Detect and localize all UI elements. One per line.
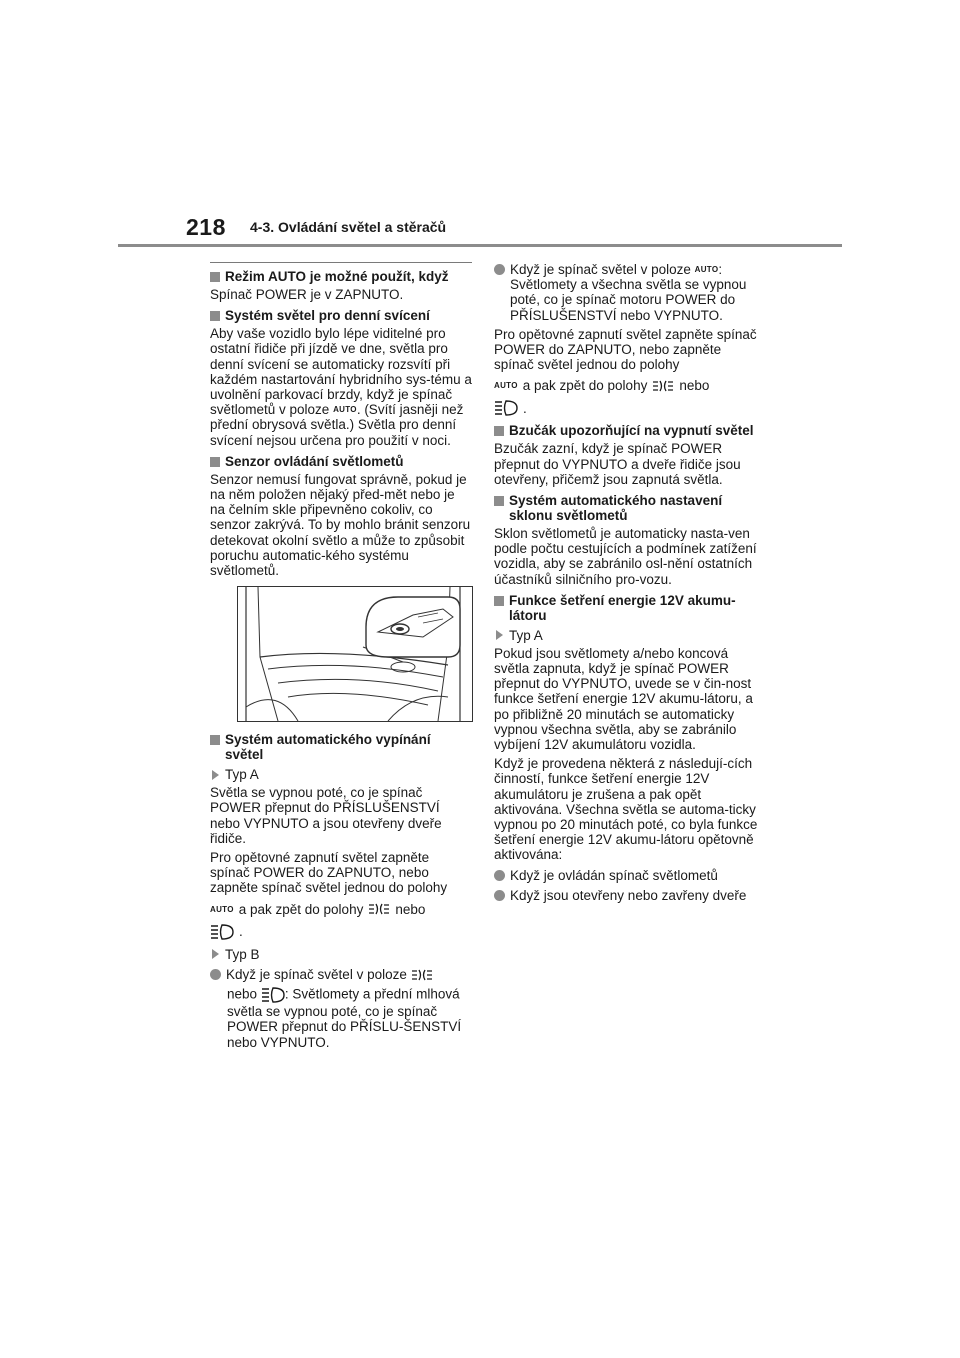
triangle-bullet-icon [212, 770, 219, 780]
headlight-icon [494, 399, 518, 417]
bullet-item: Když jsou otevřeny nebo zavřeny dveře [494, 888, 758, 903]
section-heading: Systém světel pro denní svícení [210, 308, 472, 323]
auto-icon: AUTO [494, 381, 518, 391]
page-number: 218 [186, 214, 226, 240]
triangle-bullet-icon [496, 630, 503, 640]
parking-light-icon [652, 379, 674, 393]
headlight-icon [261, 986, 285, 1004]
bullet-item: Když je ovládán spínač světlometů [494, 868, 758, 883]
switch-position-line: AUTO a pak zpět do polohy nebo [210, 901, 426, 917]
square-bullet-icon [210, 457, 220, 467]
bullet-item: Když je spínač světel v poloze [210, 967, 472, 982]
section-heading: Režim AUTO je možné použít, když [210, 269, 472, 284]
square-bullet-icon [210, 735, 220, 745]
paragraph: Pokud jsou světlomety a/nebo koncová světla zapnuta, když je spínač POWER přepnut do VYPNUTO, uvede se v čin-nost funkce šetření energie 12V akumu-látoru, a po přibližně 20 minutách se automaticky vypnou všechna světla, aby se zabránilo vybíjení 12V akumulátoru vozidla. [494, 645, 753, 753]
paragraph: Sklon světlometů je automaticky nasta-ven podle počtu cestujících a podmínek zatížení vozidla, aby se zabránilo osl-nění ostatních účastníků silničního pro-vozu. [494, 526, 757, 587]
paragraph: Světla se vypnou poté, co je spínač POWER přepnut do PŘÍSLUŠENSTVÍ nebo VYPNUTO a jsou otevřeny dveře řidiče. [210, 785, 442, 846]
round-bullet-icon [494, 870, 505, 881]
paragraph: Pro opětovné zapnutí světel zapněte spínač POWER do ZAPNUTO, nebo zapněte spínač světel jednou do polohy [210, 850, 448, 896]
round-bullet-icon [494, 890, 505, 901]
section-heading: Systém automatického nastavení sklonu světlometů [494, 493, 758, 523]
switch-position-line: . [210, 923, 472, 941]
paragraph: Když je provedena některá z následují-cích činností, funkce šetření energie 12V akumulátoru je zrušena a pak opět aktivována. Všechna světla se automa-ticky vypnou po 20 minutách poté, co byla funkce šetření energie 12V akumu-látoru opětovně aktivována: [494, 756, 758, 863]
paragraph: Spínač POWER je v ZAPNUTO. [210, 287, 404, 302]
switch-position-line: AUTO a pak zpět do polohy nebo [494, 378, 710, 394]
auto-icon: AUTO [694, 265, 719, 274]
paragraph: Senzor nemusí fungovat správně, pokud je na něm položen nějaký před-mět nebo je na čelním skle připevněno cokoliv, co senzor zakrývá. To by mohlo bránit senzoru detekovat okolní světlo a může to způsobit poruchu automatic-kého systému světlometů. [210, 471, 471, 579]
section-heading: Senzor ovládání světlometů [210, 454, 472, 469]
type-label: Typ A [494, 628, 758, 643]
header-rule [118, 244, 842, 247]
section-heading: Systém automatického vypínání světel [210, 732, 472, 762]
headlight-icon [210, 923, 234, 941]
auto-icon: AUTO [210, 904, 234, 914]
paragraph: Aby vaše vozidlo bylo lépe viditelné pro ostatní řidiče při jízdě ve dne, světla pro denní svícení se automaticky rozsvítí při každém nastartování hybridního sys-tému a uvolnění parkovací brzdy, když je spínač světlometů v poloze AUTO. (Svítí jasněji než přední obrysová světla.) Světla pro denní svícení nejsou určena pro použití v noci. [210, 326, 472, 448]
paragraph: Pro opětovné zapnutí světel zapněte spínač POWER do ZAPNUTO, nebo zapněte spínač světel jednou do polohy [494, 326, 757, 373]
paragraph: nebo : Světlomety a přední mlhová světla se vypnou poté, co je spínač POWER přepnut do PŘÍSLU-ŠENSTVÍ nebo VYPNUTO. [227, 986, 462, 1050]
right-column [494, 262, 758, 907]
round-bullet-icon [210, 969, 221, 980]
parking-light-icon [368, 902, 390, 916]
section-heading: Funkce šetření energie 12V akumu-látoru [494, 593, 758, 623]
windshield-sensor-drawing [238, 587, 472, 721]
paragraph: Bzučák zazní, když je spínač POWER přepnut do VYPNUTO a dveře řidiče jsou otevřeny, přičemž jsou zapnutá světla. [494, 441, 741, 487]
bullet-item: Když je spínač světel v poloze AUTO: Světlomety a všechna světla se vypnou poté, co je spínač motoru POWER do PŘÍSLUŠENSTVÍ nebo VYPNUTO. [494, 262, 758, 323]
column-top-rule [210, 262, 472, 263]
sensor-illustration [237, 586, 473, 722]
chapter-title: 4-3. Ovládání světel a stěračů [250, 219, 447, 235]
square-bullet-icon [494, 426, 504, 436]
round-bullet-icon [494, 264, 505, 275]
square-bullet-icon [210, 272, 220, 282]
section-heading: Bzučák upozorňující na vypnutí světel [494, 423, 758, 438]
type-label: Typ B [210, 947, 472, 962]
left-column [210, 262, 472, 1054]
auto-icon: AUTO [333, 405, 357, 415]
square-bullet-icon [210, 311, 220, 321]
square-bullet-icon [494, 496, 504, 506]
switch-position-line: . [494, 399, 758, 417]
triangle-bullet-icon [212, 949, 219, 959]
type-label: Typ A [210, 767, 472, 782]
square-bullet-icon [494, 596, 504, 606]
parking-light-icon [411, 968, 433, 982]
